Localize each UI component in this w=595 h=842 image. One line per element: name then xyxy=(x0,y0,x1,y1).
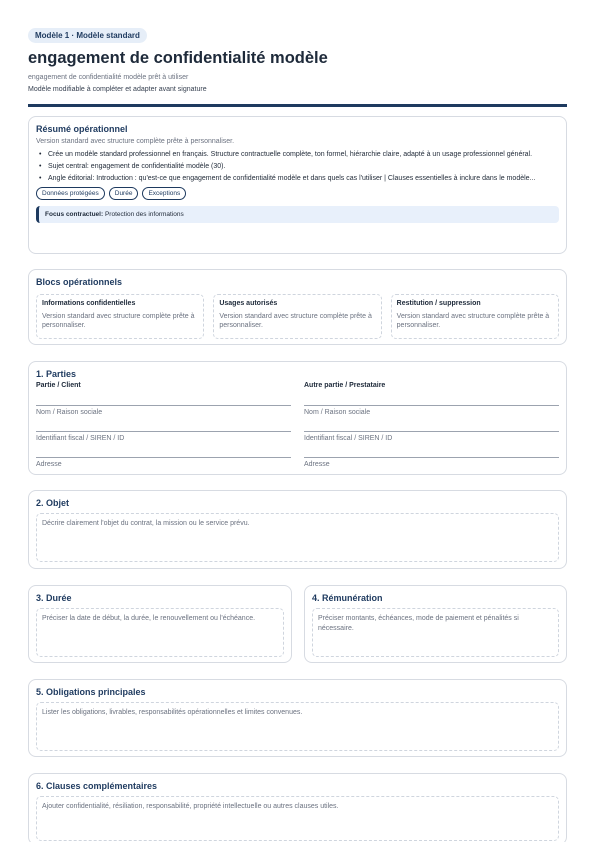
obligations-textarea[interactable]: Lister les obligations, livrables, responsabilités opérationnelles et limites convenues. xyxy=(36,702,559,751)
summary-bullet: • Angle éditorial: Introduction : qu'est-ce que engagement de confidentialité modèle et dans quels cas l'utiliser | Clauses essentielles à inclure dans le modèle... xyxy=(36,174,559,184)
focus-text: Protection des informations xyxy=(104,211,184,218)
block-restitution-suppression xyxy=(391,294,559,339)
provider-address-field[interactable] xyxy=(304,441,559,458)
blocks-title: Blocs opérationnels xyxy=(36,277,123,287)
duree-title: 3. Durée xyxy=(36,593,72,603)
parties-card xyxy=(28,361,567,475)
block-title: Informations confidentielles xyxy=(42,300,136,307)
page-description: Modèle modifiable à compléter et adapter avant signature xyxy=(28,86,207,93)
provider-address-label: Adresse xyxy=(304,461,330,468)
objet-textarea[interactable]: Décrire clairement l'objet du contrat, la mission ou le service prévu. xyxy=(36,513,559,562)
block-title: Usages autorisés xyxy=(219,300,278,307)
block-text: Version standard avec structure complète prête à personnaliser. xyxy=(42,313,195,329)
block-informations-confidentielles xyxy=(36,294,204,339)
focus-callout xyxy=(36,206,559,223)
block-text: Version standard avec structure complète prête à personnaliser. xyxy=(219,313,372,329)
blocks-card xyxy=(28,269,567,345)
summary-title: Résumé opérationnel xyxy=(36,124,128,134)
provider-name-label: Nom / Raison sociale xyxy=(304,409,371,416)
objet-card xyxy=(28,490,567,569)
header-divider xyxy=(28,104,567,107)
provider-name-field[interactable] xyxy=(304,389,559,406)
clauses-title: 6. Clauses complémentaires xyxy=(36,781,158,791)
obligations-card xyxy=(28,679,567,757)
clauses-card xyxy=(28,773,567,842)
clauses-textarea[interactable]: Ajouter confidentialité, résiliation, responsabilité, propriété intellectuelle ou autres clauses utiles. xyxy=(36,796,559,841)
client-name-label: Nom / Raison sociale xyxy=(36,409,103,416)
client-id-label: Identifiant fiscal / SIREN / ID xyxy=(36,435,125,442)
obligations-title: 5. Obligations principales xyxy=(36,687,146,697)
summary-subtitle: Version standard avec structure complète prête à personnaliser. xyxy=(36,138,235,145)
client-address-field[interactable] xyxy=(36,441,291,458)
tag-list xyxy=(36,187,559,200)
summary-bullets xyxy=(36,150,559,184)
client-name-field[interactable] xyxy=(36,389,291,406)
provider-id-field[interactable] xyxy=(304,415,559,432)
block-usages-autorises xyxy=(213,294,381,339)
parties-title: 1. Parties xyxy=(36,369,77,379)
page-title: engagement de confidentialité modèle xyxy=(28,49,328,67)
document-page xyxy=(28,25,567,107)
client-address-label: Adresse xyxy=(36,461,62,468)
duree-textarea[interactable]: Préciser la date de début, la durée, le renouvellement ou l'échéance. xyxy=(36,608,284,657)
objet-title: 2. Objet xyxy=(36,498,70,508)
summary-bullet: • Sujet central: engagement de confidentialité modèle (30). xyxy=(36,162,559,172)
remuneration-title: 4. Rémunération xyxy=(312,593,383,603)
party-client xyxy=(36,382,291,467)
summary-bullet: • Crée un modèle standard professionnel en français. Structure contractuelle complète, ton formel, hiérarchie claire, adapté à un usage professionnel général. xyxy=(36,150,559,160)
focus-label: Focus contractuel: xyxy=(45,211,104,218)
parties-grid xyxy=(36,382,559,467)
tag-duree[interactable]: Durée xyxy=(109,187,139,200)
tag-donnees-protegees[interactable]: Données protégées xyxy=(36,187,105,200)
block-text: Version standard avec structure complète prête à personnaliser. xyxy=(396,313,550,329)
party-provider-heading: Autre partie / Prestataire xyxy=(304,382,386,389)
blocks-grid xyxy=(36,294,559,339)
model-badge: Modèle 1 · Modèle standard xyxy=(28,28,147,43)
party-client-heading: Partie / Client xyxy=(36,382,81,389)
tag-exceptions[interactable]: Exceptions xyxy=(142,187,186,200)
provider-id-label: Identifiant fiscal / SIREN / ID xyxy=(304,435,393,442)
summary-card xyxy=(28,116,567,254)
remuneration-textarea[interactable]: Préciser montants, échéances, mode de paiement et pénalités si nécessaire. xyxy=(312,608,559,657)
client-id-field[interactable] xyxy=(36,415,291,432)
party-provider xyxy=(304,382,559,467)
page-subtitle: engagement de confidentialité modèle prêt à utiliser xyxy=(28,74,189,81)
block-title: Restitution / suppression xyxy=(396,300,481,307)
remuneration-card xyxy=(304,585,567,663)
duree-card xyxy=(28,585,292,663)
